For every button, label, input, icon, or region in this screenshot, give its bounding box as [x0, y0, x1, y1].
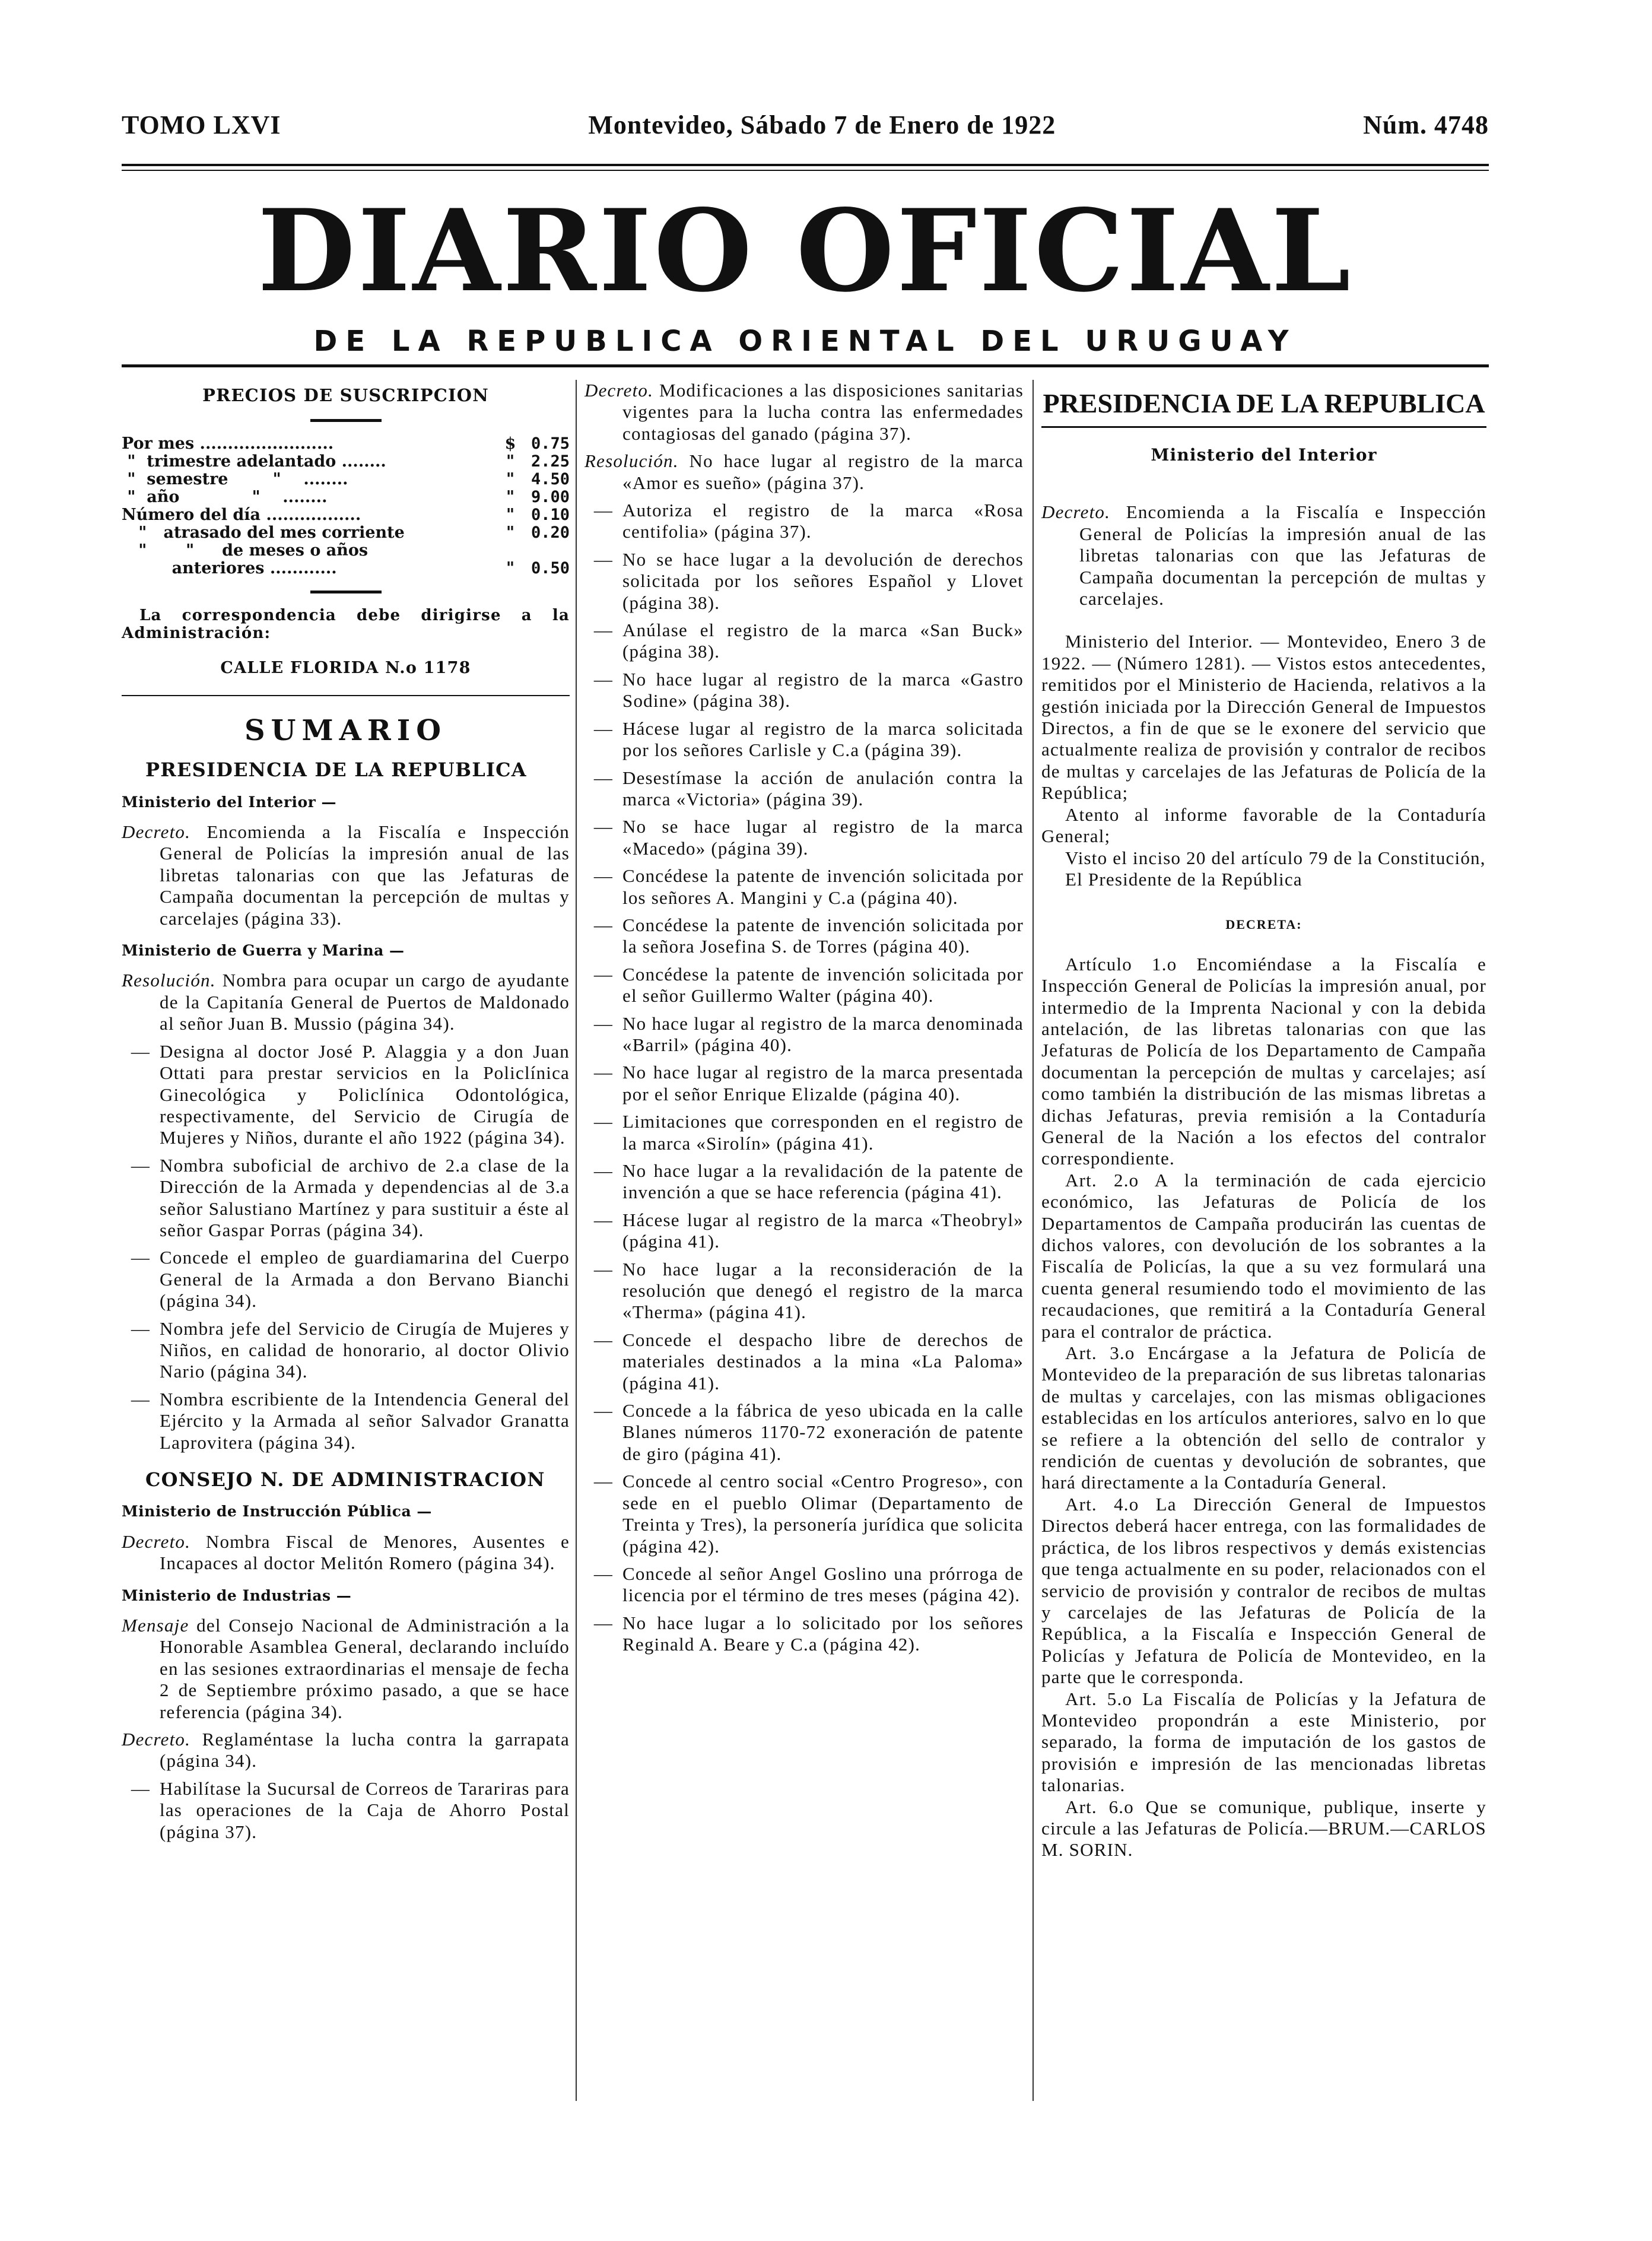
entry-text: Autoriza el registro de la marca «Rosa centifolia» (página 37).	[622, 500, 1024, 542]
dash-marker: —	[593, 1012, 614, 1034]
summary-entry	[584, 865, 1024, 909]
dash-marker: —	[593, 1258, 614, 1280]
article-paragraph: Art. 5.o La Fiscalía de Policías y la Jefatura de Montevideo propondrán a este Ministerio, por separado, la forma de imputación de los gastos de provisión e impresión de las mencionadas libretas talonarias.	[1041, 1688, 1486, 1796]
entry-text: del Consejo Nacional de Administración a la Honorable Asamblea General, declarando incluído en las sesiones extraordinarias el mensaje de fecha 2 de Septiembre próximo pasado, a que se hace referencia (página 34).	[160, 1615, 570, 1722]
preamble-paragraph: Ministerio del Interior. — Montevideo, Enero 3 de 1922. — (Número 1281). — Vistos estos antecedentes, remitidos por el Ministerio de Hacienda, relativos a la gestión iniciada por la Dirección General de Impuestos Directos, a fin de que se le exonere del servicio que actualmente realiza de provisión y contralor de recibos de multas y carcelajes de las Jefaturas de Policía de la República;	[1041, 631, 1486, 804]
dash-marker: —	[131, 1777, 151, 1799]
summary-entry	[584, 718, 1024, 761]
entry-text: Nombra para ocupar un cargo de ayudante de la Capitanía General de Puertos de Maldonado al señor Juan B. Mussio (página 34).	[160, 970, 570, 1034]
article-paragraph: Art. 3.o Encárgase a la Jefatura de Policía de Montevideo de la preparación de sus libretas talonarias de multas y carcelajes, con las mismas obligaciones establecidas en los artículos anteriores, salvo en lo que se refiere a la obtención del sello de contralor y rendición de cuentas y devolución de sobrantes, que hará directamente a la Contaduría General.	[1041, 1342, 1486, 1493]
price-label: " atrasado del mes corriente	[122, 523, 405, 542]
entry-text: Hácese lugar al registro de la marca «Theobryl» (página 41).	[622, 1209, 1024, 1252]
dash-marker: —	[131, 1318, 151, 1339]
divider	[310, 591, 382, 593]
entry-text: No hace lugar a la revalidación de la patente de invención a que se hace referencia (página 41).	[622, 1160, 1024, 1203]
decree-lead: Decreto.	[1041, 501, 1111, 523]
entry-text: Concede al centro social «Centro Progreso», con sede en el pueblo Olimar (Departamento de Treinta y Tres), la personería jurídica que solicita (página 42).	[622, 1471, 1024, 1557]
summary-entry	[584, 767, 1024, 811]
divider	[122, 170, 1489, 171]
price-row	[122, 542, 570, 560]
summary-entry	[584, 669, 1024, 712]
dash-marker: —	[593, 1563, 614, 1584]
price-value: 2.25	[530, 452, 570, 471]
entry-text: Reglaméntase la lucha contra la garrapata (página 34).	[160, 1729, 570, 1772]
price-label: Número del día .................	[122, 506, 361, 525]
dash-marker: —	[593, 718, 614, 739]
sumario-heading: SUMARIO	[244, 713, 447, 747]
date-line: Montevideo, Sábado 7 de Enero de 1922	[588, 110, 1056, 139]
price-row	[122, 560, 570, 577]
section-heading: PRESIDENCIA DE LA REPUBLICA	[145, 758, 527, 782]
price-label: anteriores ............	[122, 559, 337, 578]
article-paragraph: Art. 4.o La Dirección General de Impuestos Directos deberá hacer entrega, con las formalidades de práctica, de los libros respectivos y demás existencias que tenga actualmente en su poder, relacionados con el servicio de provisión y contralor de recibos de multas y carcelajes de las Jefaturas de Policía de la República, a la Fiscalía e Inspección General de Policías y Jefatura de Policía de Montevideo, en la parte que le corresponda.	[1041, 1493, 1486, 1688]
section-title: PRESIDENCIA DE LA REPUBLICA	[1043, 388, 1485, 418]
summary-entry	[122, 1778, 570, 1843]
entry-text: No hace lugar al registro de la marca presentada por el señor Enrique Elizalde (página 40).	[622, 1062, 1024, 1104]
address: CALLE FLORIDA N.o 1178	[220, 659, 471, 678]
articles	[1041, 954, 1486, 1861]
entry-type: Decreto.	[122, 1729, 191, 1750]
summary-entry	[584, 1013, 1024, 1056]
dash-marker: —	[593, 914, 614, 935]
price-value: 4.50	[530, 470, 570, 489]
price-label: " trimestre adelantado ........	[122, 452, 386, 471]
dash-marker: —	[593, 620, 614, 641]
article-paragraph: Art. 6.o Que se comunique, publique, inserte y circule a las Jefaturas de Policía.—BRUM.—CARLOS M. SORIN.	[1041, 1796, 1486, 1861]
summary-entry	[584, 1471, 1024, 1557]
ministry-heading: Ministerio del Interior	[1151, 445, 1377, 465]
dash-marker: —	[131, 1040, 151, 1062]
entry-text: Nombra escribiente de la Intendencia General del Ejército y la Armada al señor Salvador Granatta Laprovitera (página 34).	[160, 1388, 570, 1453]
price-currency: "	[506, 470, 515, 489]
dash-marker: —	[593, 1471, 614, 1492]
summary-entry	[584, 620, 1024, 663]
divider	[1041, 426, 1486, 428]
dash-marker: —	[593, 1111, 614, 1132]
entry-text: Habilítase la Sucursal de Correos de Tarariras para las operaciones de la Caja de Ahorro Postal (página 37).	[160, 1777, 570, 1842]
ministry-heading: Ministerio de Instrucción Pública —	[122, 1503, 432, 1521]
summary-entry	[122, 821, 570, 929]
entry-text: No se hace lugar al registro de la marca «Macedo» (página 39).	[622, 816, 1024, 859]
summary-entry	[584, 450, 1024, 494]
entry-text: Nombra jefe del Servicio de Cirugía de Mujeres y Niños, en calidad de honorario, al doctor Olivio Nario (página 34).	[160, 1318, 570, 1382]
entry-text: Concede el empleo de guardiamarina del Cuerpo General de la Armada a don Bervano Bianchi (página 34).	[160, 1247, 570, 1312]
dash-marker: —	[593, 816, 614, 837]
summary-entry	[122, 1729, 570, 1772]
dash-marker: —	[593, 1400, 614, 1421]
summary-entry	[584, 1259, 1024, 1323]
entry-text: Concede a la fábrica de yeso ubicada en la calle Blanes números 1170-72 exoneración de patente de giro (página 41).	[622, 1400, 1024, 1464]
preamble-paragraph: Atento al informe favorable de la Contaduría General;	[1041, 804, 1486, 847]
right-column	[1041, 380, 1486, 1861]
summary-entry	[122, 970, 570, 1034]
price-row	[122, 488, 570, 506]
price-value: 0.10	[530, 506, 570, 525]
preamble-paragraph: El Presidente de la República	[1065, 868, 1302, 890]
price-row	[122, 435, 570, 453]
dash-marker: —	[131, 1154, 151, 1176]
price-label: " año " ........	[122, 488, 328, 507]
price-label: " semestre " ........	[122, 470, 348, 489]
decree-summary	[1041, 501, 1486, 610]
entry-type: Resolución.	[122, 970, 216, 991]
summary-entry	[584, 1111, 1024, 1154]
preamble-paragraph: Visto el inciso 20 del artículo 79 de la Constitución,	[1065, 847, 1486, 868]
dash-marker: —	[131, 1388, 151, 1410]
left-column	[122, 380, 570, 1849]
newspaper-subtitle: DE LA REPUBLICA ORIENTAL DEL URUGUAY	[313, 325, 1297, 358]
entry-type: Decreto.	[122, 821, 191, 843]
summary-entry	[122, 1041, 570, 1149]
divider	[122, 364, 1489, 367]
dash-marker: —	[593, 668, 614, 690]
entry-text: Concede el despacho libre de derechos de materiales destinados a la mina «La Paloma» (página 41).	[622, 1329, 1024, 1394]
summary-entry	[122, 1318, 570, 1383]
entry-text: Encomienda a la Fiscalía e Inspección General de Policías la impresión anual de las libretas talonarias con que las Jefaturas de Campaña documentan la percepción de multas y carcelajes (página 33).	[160, 821, 570, 929]
price-row	[122, 506, 570, 524]
masthead-topline	[122, 107, 1489, 142]
price-value	[522, 542, 570, 560]
entry-text: Desestímase la acción de anulación contra la marca «Victoria» (página 39).	[622, 767, 1024, 810]
summary-entry	[584, 1062, 1024, 1105]
volume-number: TOMO LXVI	[122, 110, 281, 139]
price-row	[122, 453, 570, 471]
entry-type: Mensaje	[122, 1615, 189, 1636]
summary-entry	[584, 1612, 1024, 1656]
column-divider	[1032, 380, 1034, 2101]
preamble	[1041, 631, 1486, 890]
price-row	[122, 524, 570, 542]
price-currency: "	[506, 523, 515, 542]
ministry-heading: Ministerio de Industrias —	[122, 1586, 352, 1604]
column-divider	[576, 380, 577, 2101]
summary-entry	[584, 1329, 1024, 1394]
article-paragraph: Artículo 1.o Encomiéndase a la Fiscalía e Inspección General de Policías la impresión anual, por intermedio de la Imprenta Nacional y con la debida antelación, de las libretas talonarias con que las Jefaturas de Policía de los Departamento de Campaña documentan la percepción de multas y carcelajes; así como también la distribución de las mismas libretas a dichas Jefaturas, previa remisión a la Contaduría General de la Nación a los efectos del contralor correspondiente.	[1041, 953, 1486, 1169]
prices-title: PRECIOS DE SUSCRIPCION	[202, 385, 489, 405]
entry-type: Decreto.	[122, 1531, 191, 1552]
sumario-list-continued	[584, 380, 1024, 1656]
entry-text: Nombra Fiscal de Menores, Ausentes e Incapaces al doctor Melitón Romero (página 34).	[160, 1531, 570, 1574]
summary-entry	[122, 1615, 570, 1723]
dash-marker: —	[593, 1209, 614, 1230]
divider	[122, 164, 1489, 166]
entry-text: Concédese la patente de invención solicitada por los señores A. Mangini y C.a (página 40).	[622, 865, 1024, 908]
summary-entry	[122, 1155, 570, 1242]
price-label: Por mes ........................	[122, 434, 334, 453]
entry-text: No hace lugar al registro de la marca «Amor es sueño» (página 37).	[622, 450, 1024, 493]
summary-entry	[584, 1160, 1024, 1204]
article-paragraph: Art. 2.o A la terminación de cada ejercicio económico, las Jefaturas de Policía de los Departamentos de Campaña producirán las cuentas de dichos valores, con devolución de los sobrantes a la Fiscalía de Policías, la que a su vez formulará una cuenta general resumiendo todo el movimiento de las recaudaciones, que remitirá a la Contaduría General para el contralor de práctica.	[1041, 1169, 1486, 1342]
dash-marker: —	[593, 548, 614, 570]
price-currency: "	[506, 452, 515, 471]
price-value: 9.00	[530, 488, 570, 507]
entry-type: Resolución.	[584, 450, 679, 472]
price-currency: $	[504, 434, 516, 453]
entry-text: No se hace lugar a la devolución de derechos solicitada por los señores Español y Llovet (página 38).	[622, 548, 1024, 613]
price-value: 0.50	[530, 559, 570, 578]
dash-marker: —	[593, 767, 614, 788]
section-heading: CONSEJO N. DE ADMINISTRACION	[145, 1468, 545, 1491]
dash-marker: —	[593, 500, 614, 521]
summary-entry	[584, 1210, 1024, 1253]
dash-marker: —	[593, 1612, 614, 1633]
summary-entry	[584, 964, 1024, 1007]
divider	[122, 695, 570, 696]
price-currency: "	[506, 506, 515, 525]
price-table	[122, 435, 570, 577]
price-row	[122, 471, 570, 488]
summary-entry	[584, 380, 1024, 445]
decreta-heading: DECRETA:	[1225, 917, 1302, 932]
decree-summary-text: Encomienda a la Fiscalía e Inspección General de Policías la impresión anual de las libretas talonarias con que las Jefaturas de Campaña documentan la percepción de multas y carcelajes.	[1079, 501, 1486, 610]
entry-text: No hace lugar al registro de la marca denominada «Barril» (página 40).	[622, 1012, 1024, 1055]
entry-text: Concédese la patente de invención solicitada por la señora Josefina S. de Torres (página 40).	[622, 914, 1024, 957]
dash-marker: —	[131, 1247, 151, 1268]
price-value: 0.75	[530, 434, 570, 453]
dash-marker: —	[593, 865, 614, 887]
entry-text: Concede al señor Angel Goslino una prórroga de licencia por el término de tres meses (página 42).	[622, 1563, 1024, 1606]
correspondence-note: La correspondencia debe dirigirse a la Administración:	[122, 607, 570, 643]
ministry-heading: Ministerio del Interior —	[122, 793, 337, 811]
sumario-list	[122, 759, 570, 1843]
summary-entry	[584, 1400, 1024, 1465]
entry-text: Hácese lugar al registro de la marca solicitada por los señores Carlisle y C.a (página 39).	[622, 718, 1024, 761]
entry-text: Designa al doctor José P. Alaggia y a don Juan Ottati para prestar servicios en la Policlínica Ginecológica y Policlínica Odontológica, respectivamente, del Servicio de Cirugía de Mujeres y Niños, durante el año 1922 (página 34).	[160, 1040, 570, 1148]
entry-text: No hace lugar a lo solicitado por los señores Reginald A. Beare y C.a (página 42).	[622, 1612, 1024, 1655]
issue-number: Núm. 4748	[1363, 110, 1489, 139]
middle-column	[584, 380, 1024, 1662]
ministry-heading: Ministerio de Guerra y Marina —	[122, 942, 405, 960]
entry-text: No hace lugar a la reconsideración de la resolución que denegó el registro de la marca «Therma» (página 41).	[622, 1258, 1024, 1323]
summary-entry	[584, 549, 1024, 614]
summary-entry	[584, 500, 1024, 543]
price-currency: "	[506, 488, 515, 507]
dash-marker: —	[593, 963, 614, 985]
entry-text: No hace lugar al registro de la marca «Gastro Sodine» (página 38).	[622, 668, 1024, 712]
dash-marker: —	[593, 1062, 614, 1083]
entry-text: Concédese la patente de invención solicitada por el señor Guillermo Walter (página 40).	[622, 963, 1024, 1007]
entry-text: Nombra suboficial de archivo de 2.a clase de la Dirección de la Armada y dependencias al de 3.a señor Salustiano Martínez y para sustituir a éste al señor Gaspar Porras (página 34).	[160, 1154, 570, 1240]
newspaper-title: DIARIO OFICIAL	[258, 185, 1353, 317]
divider	[310, 419, 382, 422]
price-currency: "	[506, 559, 515, 578]
summary-entry	[584, 816, 1024, 859]
summary-entry	[122, 1531, 570, 1575]
summary-entry	[122, 1389, 570, 1453]
price-label: " " de meses o años	[122, 541, 368, 560]
summary-entry	[584, 1563, 1024, 1607]
entry-text: Modificaciones a las disposiciones sanitarias vigentes para la lucha contra las enfermedades contagiosas del ganado (página 37).	[622, 380, 1024, 444]
summary-entry	[584, 915, 1024, 958]
price-value: 0.20	[530, 523, 570, 542]
summary-entry	[122, 1247, 570, 1312]
dash-marker: —	[593, 1329, 614, 1350]
entry-type: Decreto.	[584, 380, 654, 401]
entry-text: Anúlase el registro de la marca «San Buck» (página 38).	[622, 620, 1024, 662]
entry-text: Limitaciones que corresponden en el registro de la marca «Sirolín» (página 41).	[622, 1111, 1024, 1154]
price-currency	[498, 542, 522, 560]
dash-marker: —	[593, 1160, 614, 1181]
